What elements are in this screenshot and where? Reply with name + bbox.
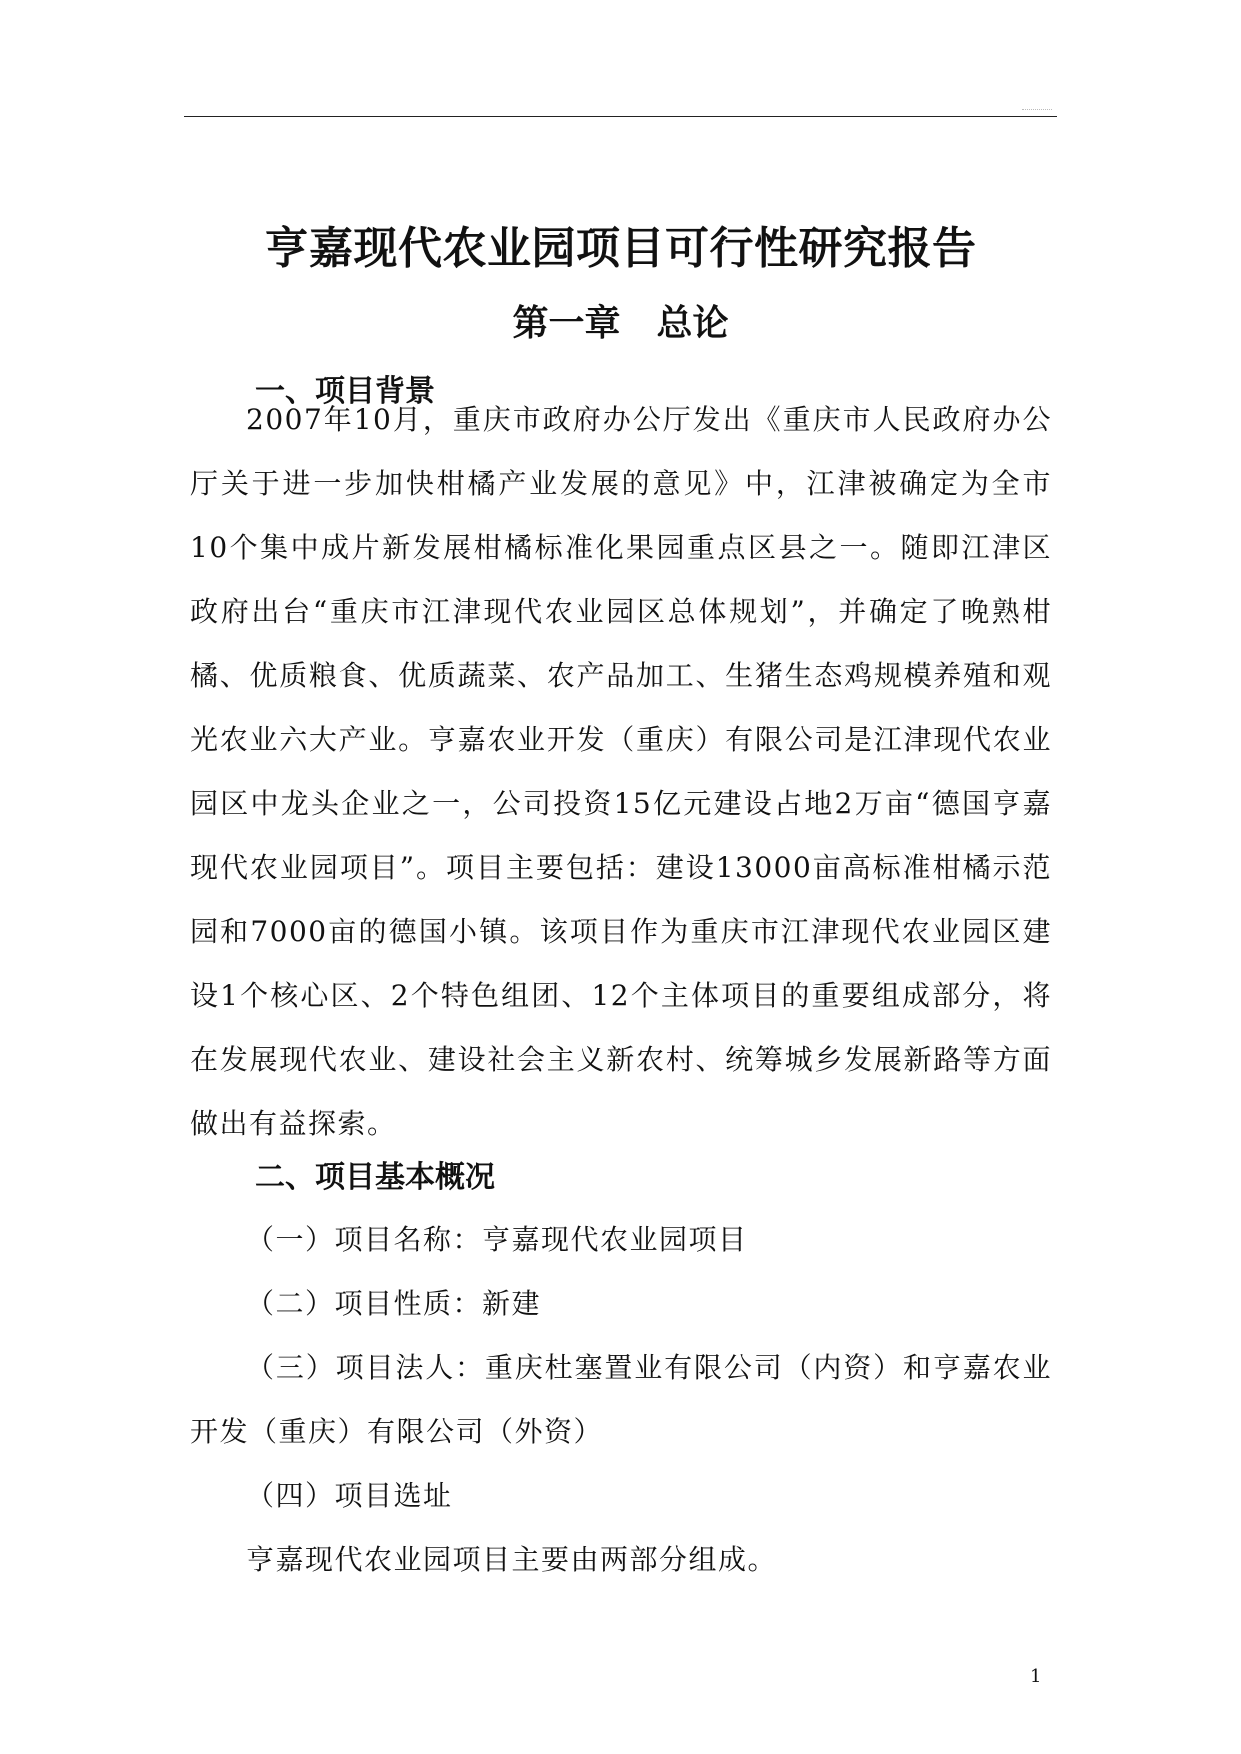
page-number: 1 [1030, 1666, 1042, 1687]
header-mark [1022, 109, 1052, 110]
section-heading-overview: 二、项目基本概况 [255, 1160, 495, 1195]
section-heading-background: 一、项目背景 [255, 374, 435, 409]
chapter-title: 第一章 总论 [512, 303, 729, 344]
item-project-legal-entity: （三）项目法人：重庆杜塞置业有限公司（内资）和亨嘉农业开发（重庆）有限公司（外资） [190, 1351, 1052, 1448]
item-project-name: （一）项目名称：亨嘉现代农业园项目 [246, 1223, 748, 1256]
header-rule [184, 116, 1057, 117]
background-paragraph: 2007年10月，重庆市政府办公厅发出《重庆市人民政府办公厅关于进一步加快柑橘产业发展的意见》中，江津被确定为全市10个集中成片新发展柑橘标准化果园重点区县之一。随即江津区政府出台“重庆市江津现代农业园区总体规划”，并确定了晚熟柑橘、优质粮食、优质蔬菜、农产品加工、生猪生态鸡规模养殖和观光农业六大产业。亨嘉农业开发（重庆）有限公司是江津现代农业园区中龙头企业之一，公司投资15亿元建设占地2万亩“德国亨嘉现代农业园项目”。项目主要包括：建设13000亩高标准柑橘示范园和7000亩的德国小镇。该项目作为重庆市江津现代农业园区建设1个核心区、2个特色组团、12个主体项目的重要组成部分，将在发展现代农业、建设社会主义新农村、统筹城乡发展新路等方面做出有益探索。 [190, 403, 1052, 1140]
closing-paragraph: 亨嘉现代农业园项目主要由两部分组成。 [246, 1543, 778, 1576]
document-title: 亨嘉现代农业园项目可行性研究报告 [264, 223, 977, 274]
item-project-site: （四）项目选址 [246, 1479, 453, 1512]
item-project-nature: （二）项目性质：新建 [246, 1287, 542, 1320]
